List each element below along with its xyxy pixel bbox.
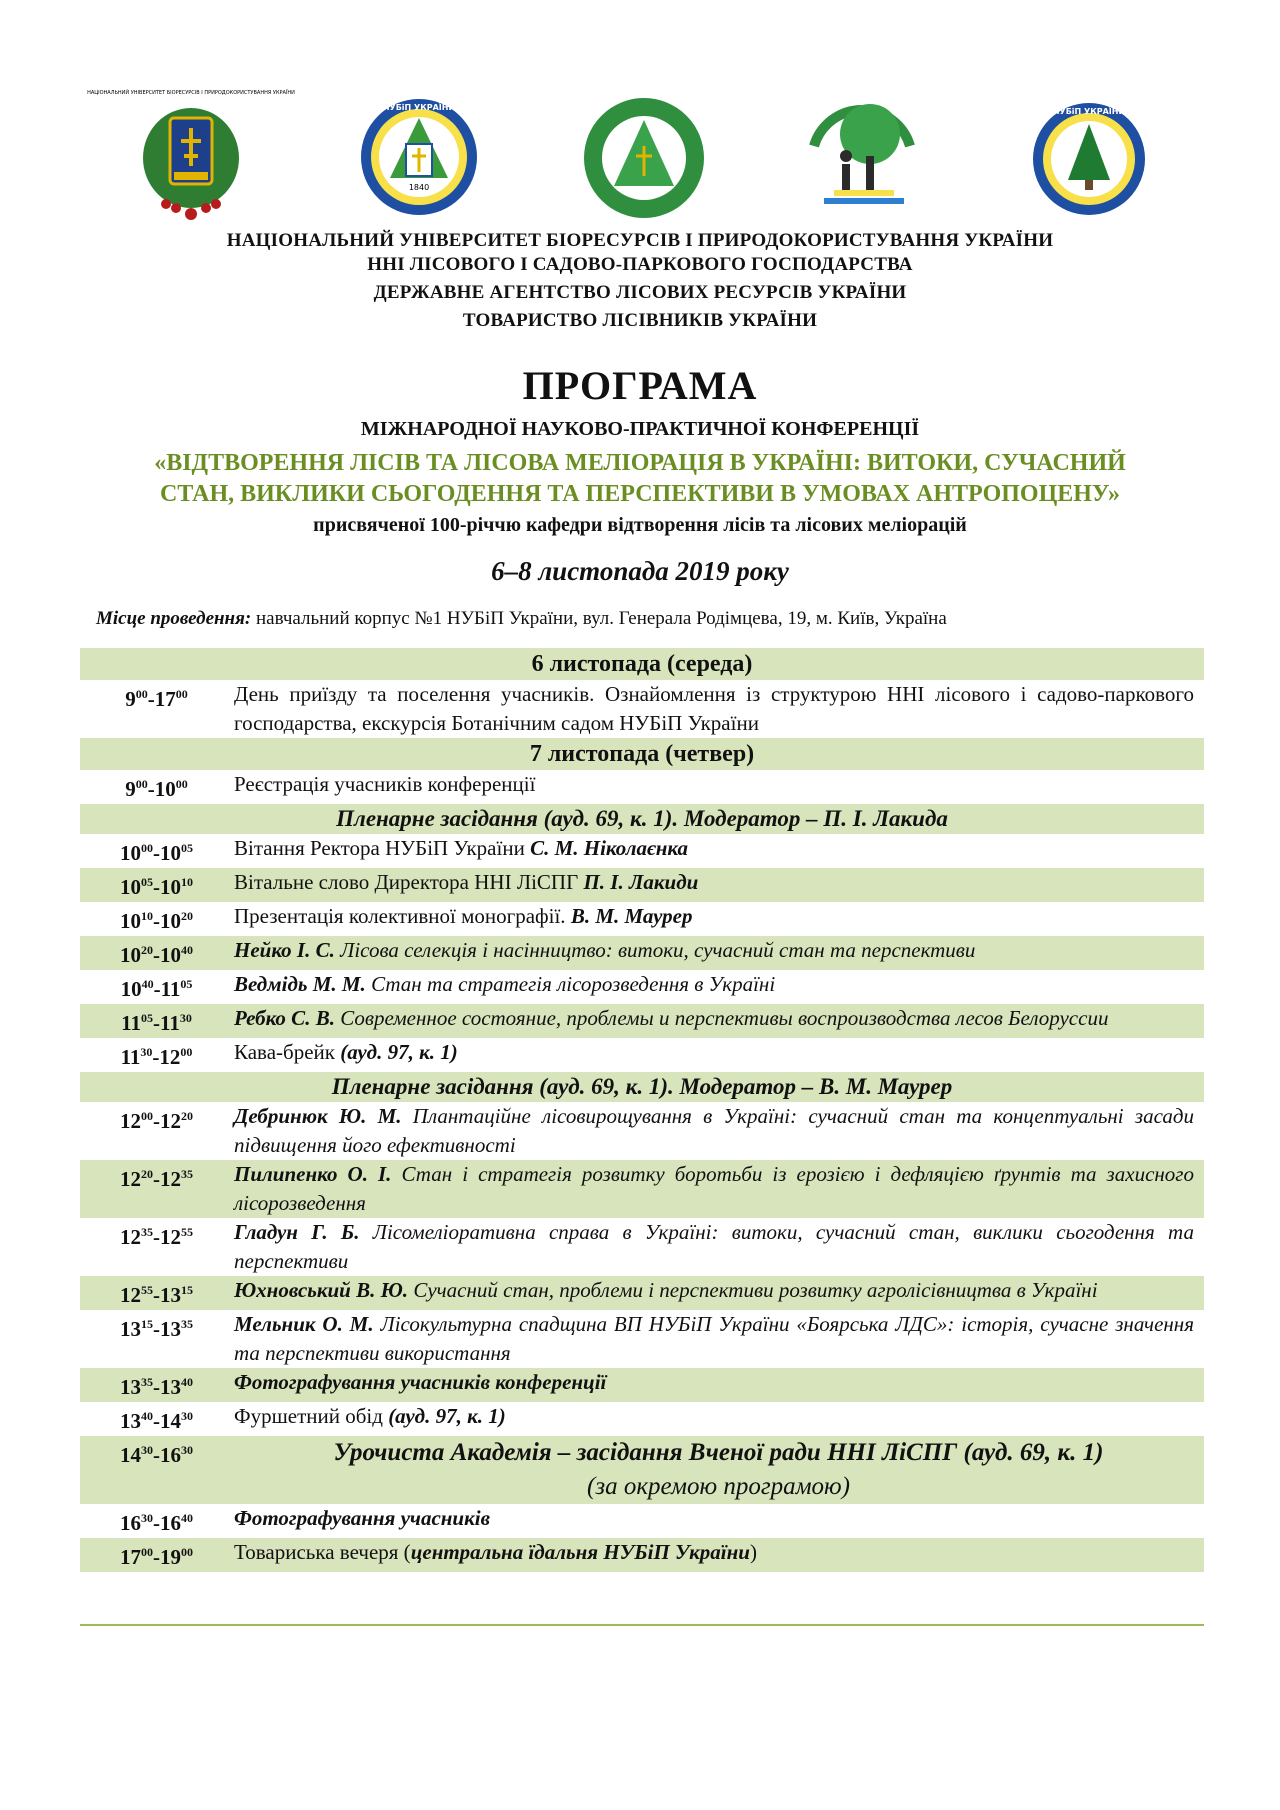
day-header-row xyxy=(80,738,1204,770)
event-cell: День приїзду та поселення учасників. Ознайомлення із структурою ННІ лісового і садово-паркового господарства, екскурсія Ботанічним садом НУБіП України xyxy=(234,682,1194,735)
svg-text:НУБіП УКРАЇНИ: НУБіП УКРАЇНИ xyxy=(1052,107,1126,116)
event-cell: Фотографування учасників xyxy=(234,1506,490,1530)
plenary-session-2: Пленарне засідання (ауд. 69, к. 1). Модератор – В. М. Маурер xyxy=(331,1074,953,1099)
day2-header: 7 листопада (четвер) xyxy=(529,741,755,767)
event-cell: Пилипенко О. І. Стан і стратегія розвитку боротьби із ерозією і дефляцією ґрунтів та захисного лісорозведення xyxy=(234,1162,1195,1215)
schedule-row xyxy=(80,1218,1204,1276)
bottom-rule xyxy=(80,1624,1204,1626)
logo1-caption: НАЦІОНАЛЬНИЙ УНІВЕРСИТЕТ БІОРЕСУРСІВ І ПРИРОДОКОРИСТУВАННЯ УКРАЇНИ xyxy=(87,90,295,96)
time-cell: $9^{00}-10^{00}$ xyxy=(125,777,188,801)
event-cell: Фуршетний обід (ауд. 97, к. 1) xyxy=(234,1404,506,1428)
schedule-row xyxy=(80,834,1204,868)
time-cell: $12^{35}-12^{55}$ xyxy=(120,1225,193,1249)
schedule-row xyxy=(80,1160,1204,1218)
event-cell: Ребко С. В. Современное состояние, проблемы и перспективы воспроизводства лесов Белоруссии xyxy=(234,1006,1109,1030)
conference-dates: 6–8 листопада 2019 року xyxy=(491,556,789,586)
event-cell: Реєстрація учасників конференції xyxy=(234,772,536,796)
time-cell: $11^{30}-12^{00}$ xyxy=(120,1045,193,1069)
event-cell: Товариська вечеря (центральна їдальня НУБіП України) xyxy=(234,1540,757,1564)
time-cell: $12^{55}-13^{15}$ xyxy=(120,1283,193,1307)
schedule-row xyxy=(80,902,1204,936)
schedule-row xyxy=(80,868,1204,902)
schedule-row xyxy=(80,1004,1204,1038)
time-cell: $16^{30}-16^{40}$ xyxy=(120,1511,193,1535)
schedule-row xyxy=(80,1504,1204,1538)
time-cell: $13^{15}-13^{35}$ xyxy=(120,1317,193,1341)
schedule-table xyxy=(80,648,1204,1572)
schedule-row xyxy=(80,680,1204,738)
schedule-row xyxy=(80,1276,1204,1310)
event-cell: Дебринюк Ю. М. Плантаційне лісовирощування в Україні: сучасний стан та концептуальні засади підвищення його ефективності xyxy=(234,1104,1194,1157)
time-cell: $12^{20}-12^{35}$ xyxy=(120,1167,193,1191)
event-cell: Кава-брейк (ауд. 97, к. 1) xyxy=(234,1040,458,1064)
event-cell: Ведмідь М. М. Стан та стратегія лісорозведення в Україні xyxy=(234,972,776,996)
schedule-row xyxy=(80,1368,1204,1402)
schedule-row xyxy=(80,970,1204,1004)
event-cell: Презентація колективної монографії. В. М. Маурер xyxy=(234,904,693,928)
session-header-row xyxy=(80,1072,1204,1102)
schedule-row xyxy=(80,1436,1204,1504)
conference-type: МІЖНАРОДНОЇ НАУКОВО-ПРАКТИЧНОЇ КОНФЕРЕНЦІЇ xyxy=(360,418,920,440)
conference-name-line2: СТАН, ВИКЛИКИ СЬОГОДЕННЯ ТА ПЕРСПЕКТИВИ В УМОВАХ АНТРОПОЦЕНУ» xyxy=(159,481,1121,507)
logos-row xyxy=(87,86,1160,236)
time-cell: $9^{00}-17^{00}$ xyxy=(125,687,188,711)
time-cell: $10^{05}-10^{10}$ xyxy=(120,875,193,899)
page-title: ПРОГРАМА xyxy=(522,363,758,408)
plenary-session-1: Пленарне засідання (ауд. 69, к. 1). Модератор – П. І. Лакида xyxy=(336,806,948,831)
organizer-university: НАЦІОНАЛЬНИЙ УНІВЕРСИТЕТ БІОРЕСУРСІВ І ПРИРОДОКОРИСТУВАННЯ УКРАЇНИ xyxy=(226,230,1054,251)
time-cell: $12^{00}-12^{20}$ xyxy=(120,1109,193,1133)
venue-text: навчальний корпус №1 НУБіП України, вул. Генерала Родімцева, 19, м. Київ, Україна xyxy=(251,608,947,629)
svg-text:1840: 1840 xyxy=(408,183,430,192)
schedule-row xyxy=(80,1310,1204,1368)
day-header-row xyxy=(80,648,1204,680)
day1-header: 6 листопада (середа) xyxy=(531,651,753,677)
academy-session-cell xyxy=(233,1436,1204,1504)
academy-note: (за окремою програмою) xyxy=(587,1473,850,1500)
nubip-coat-of-arms-logo xyxy=(87,86,295,226)
event-cell: Вітальне слово Директора ННІ ЛіСПГ П. І. Лакиди xyxy=(234,870,699,894)
organizer-society: ТОВАРИСТВО ЛІСІВНИКІВ УКРАЇНИ xyxy=(462,310,818,331)
event-cell: Гладун Г. Б. Лісомеліоративна справа в Україні: витоки, сучасний стан, виклики сьогодення та перспективи xyxy=(234,1220,1194,1273)
event-cell: Вітання Ректора НУБіП України С. М. Ніколаєнка xyxy=(234,836,689,860)
foresters-society-logo xyxy=(804,86,920,216)
time-cell: $10^{20}-10^{40}$ xyxy=(120,943,193,967)
conference-name xyxy=(0,448,1280,510)
schedule-row xyxy=(80,936,1204,970)
schedule-row xyxy=(80,770,1204,804)
event-cell: Мельник О. М. Лісокультурна спадщина ВП НУБіП України «Боярська ЛДС»: історія, сучасне значення та перспективи використання xyxy=(234,1312,1194,1365)
schedule-row xyxy=(80,1538,1204,1572)
organizer-institute: ННІ ЛІСОВОГО І САДОВО-ПАРКОВОГО ГОСПОДАРСТВА xyxy=(367,254,913,275)
event-cell: Фотографування учасників конференції xyxy=(234,1370,607,1394)
event-cell: Юхновський В. Ю. Сучасний стан, проблеми і перспективи розвитку агролісівництва в Україні xyxy=(234,1278,1098,1302)
time-cell: $10^{00}-10^{05}$ xyxy=(120,841,193,865)
time-cell: $10^{10}-10^{20}$ xyxy=(120,909,193,933)
dedication: присвяченої 100-річчю кафедри відтворення лісів та лісових меліорацій xyxy=(313,514,967,536)
time-cell: $14^{30}-16^{30}$ xyxy=(120,1443,193,1467)
time-cell: $13^{35}-13^{40}$ xyxy=(120,1375,193,1399)
venue xyxy=(96,608,1196,630)
time-cell: $13^{40}-14^{30}$ xyxy=(120,1409,193,1433)
schedule-row xyxy=(80,1402,1204,1436)
schedule-row xyxy=(80,1038,1204,1072)
session-header-row xyxy=(80,804,1204,834)
nubip-ukraine-logo xyxy=(358,96,480,218)
forestry-institute-logo xyxy=(1030,100,1148,218)
svg-text:НУБіП УКРАЇНИ: НУБіП УКРАЇНИ xyxy=(382,103,456,112)
academy-title: Урочиста Академія – засідання Вченої ради ННІ ЛіСПГ (ауд. 69, к. 1) xyxy=(333,1439,1104,1466)
conference-name-line1: «ВІДТВОРЕННЯ ЛІСІВ ТА ЛІСОВА МЕЛІОРАЦІЯ В УКРАЇНІ: ВИТОКИ, СУЧАСНИЙ xyxy=(154,450,1126,476)
venue-label: Місце проведення: xyxy=(96,608,252,629)
event-cell: Нейко І. С. Лісова селекція і насінництво: витоки, сучасний стан та перспективи xyxy=(234,938,976,962)
state-forest-agency-logo xyxy=(582,96,706,220)
schedule-row xyxy=(80,1102,1204,1160)
organizer-agency: ДЕРЖАВНЕ АГЕНТСТВО ЛІСОВИХ РЕСУРСІВ УКРАЇНИ xyxy=(373,282,907,303)
time-cell: $17^{00}-19^{00}$ xyxy=(120,1545,193,1569)
time-cell: $10^{40}-11^{05}$ xyxy=(120,977,193,1001)
time-cell: $11^{05}-11^{30}$ xyxy=(121,1011,192,1035)
